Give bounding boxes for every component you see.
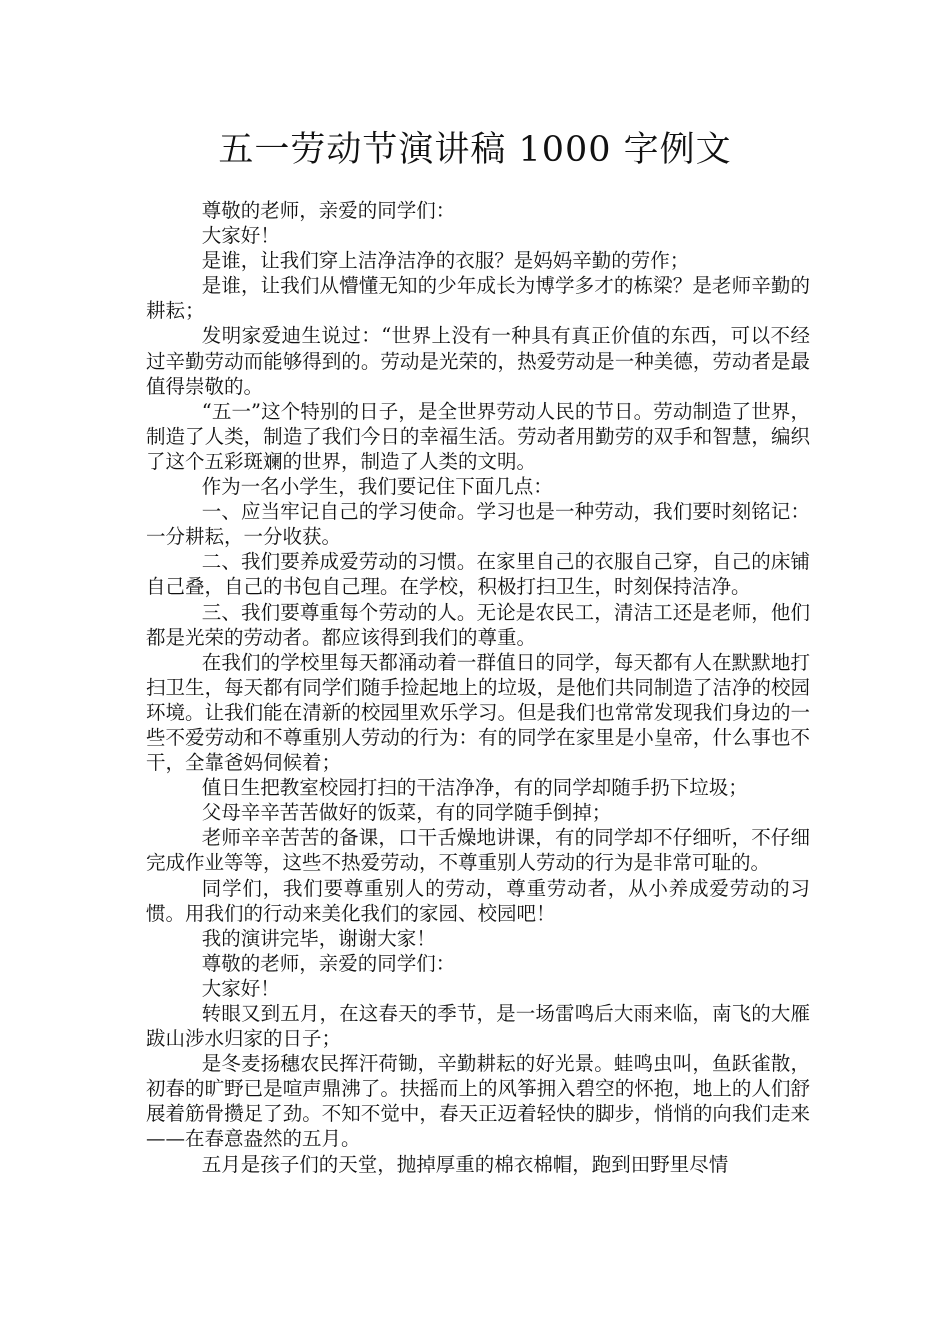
- paragraph: 我的演讲完毕，谢谢大家！: [201, 926, 436, 950]
- document-title: 五一劳动节演讲稿 1000 字例文: [218, 130, 732, 170]
- paragraph: 老师辛辛苦苦的备课，口干舌燥地讲课，有的同学却不仔细听，不仔细完成作业等等，这些不热爱劳动，不尊重别人劳动的行为是非常可耻的。: [146, 826, 810, 875]
- paragraph: 大家好！: [201, 224, 280, 248]
- paragraph: 一、应当牢记自己的学习使命。学习也是一种劳动，我们要时刻铭记：一分耕耘，一分收获。: [146, 500, 810, 549]
- paragraph: 是冬麦扬穗农民挥汗荷锄，辛勤耕耘的好光景。蛙鸣虫叫，鱼跃雀散，初春的旷野已是喧声鼎沸了。扶摇而上的风筝拥入碧空的怀抱，地上的人们舒展着筋骨攒足了劲。不知不觉中，春天正迈着轻快的脚步，悄悄的向我们走来——在春意盎然的五月。: [146, 1052, 810, 1151]
- paragraph: 大家好！: [201, 976, 280, 1000]
- paragraph: 尊敬的老师，亲爱的同学们：: [201, 199, 456, 222]
- paragraph: 在我们的学校里每天都涌动着一群值日的同学，每天都有人在默默地打扫卫生，每天都有同学们随手捡起地上的垃圾，是他们共同制造了洁净的校园环境。让我们能在清新的校园里欢乐学习。但是我们也常常发现我们身边的一些不爱劳动和不尊重别人劳动的行为：有的同学在家里是小皇帝，什么事也不干，全靠爸妈伺候着；: [146, 650, 810, 775]
- paragraph: 发明家爱迪生说过：“世界上没有一种具有真正价值的东西，可以不经过辛勤劳动而能够得到的。劳动是光荣的，热爱劳动是一种美德，劳动者是最值得崇敬的。: [146, 324, 810, 398]
- paragraph: 值日生把教室校园打扫的干洁净净，有的同学却随手扔下垃圾；: [201, 776, 748, 800]
- paragraph: 尊敬的老师，亲爱的同学们：: [201, 951, 456, 975]
- paragraph: 是谁，让我们穿上洁净洁净的衣服？是妈妈辛勤的劳作；: [201, 249, 690, 273]
- paragraph: 同学们，我们要尊重别人的劳动，尊重劳动者，从小养成爱劳动的习惯。用我们的行动来美化我们的家园、校园吧！: [146, 876, 810, 925]
- paragraph: 二、我们要养成爱劳动的习惯。在家里自己的衣服自己穿，自己的床铺自己叠，自己的书包自己理。在学校，积极打扫卫生，时刻保持洁净。: [146, 550, 810, 599]
- paragraph: 五月是孩子们的天堂，抛掉厚重的棉衣棉帽，跑到田野里尽情: [201, 1152, 729, 1176]
- paragraph: 转眼又到五月，在这春天的季节，是一场雷鸣后大雨来临，南飞的大雁跋山涉水归家的日子；: [146, 1002, 810, 1051]
- paragraph: 是谁，让我们从懵懂无知的少年成长为博学多才的栋梁？是老师辛勤的耕耘；: [146, 274, 810, 323]
- paragraph: 三、我们要尊重每个劳动的人。无论是农民工，清洁工还是老师，他们都是光荣的劳动者。都应该得到我们的尊重。: [146, 600, 810, 649]
- paragraph: 父母辛辛苦苦做好的饭菜，有的同学随手倒掉；: [201, 801, 612, 825]
- paragraph: 作为一名小学生，我们要记住下面几点：: [201, 475, 553, 499]
- document-body: [146, 198, 810, 1177]
- paragraph: “五一”这个特别的日子，是全世界劳动人民的节日。劳动制造了世界，制造了人类，制造了我们今日的幸福生活。劳动者用勤劳的双手和智慧，编织了这个五彩斑斓的世界，制造了人类的文明。: [146, 399, 810, 473]
